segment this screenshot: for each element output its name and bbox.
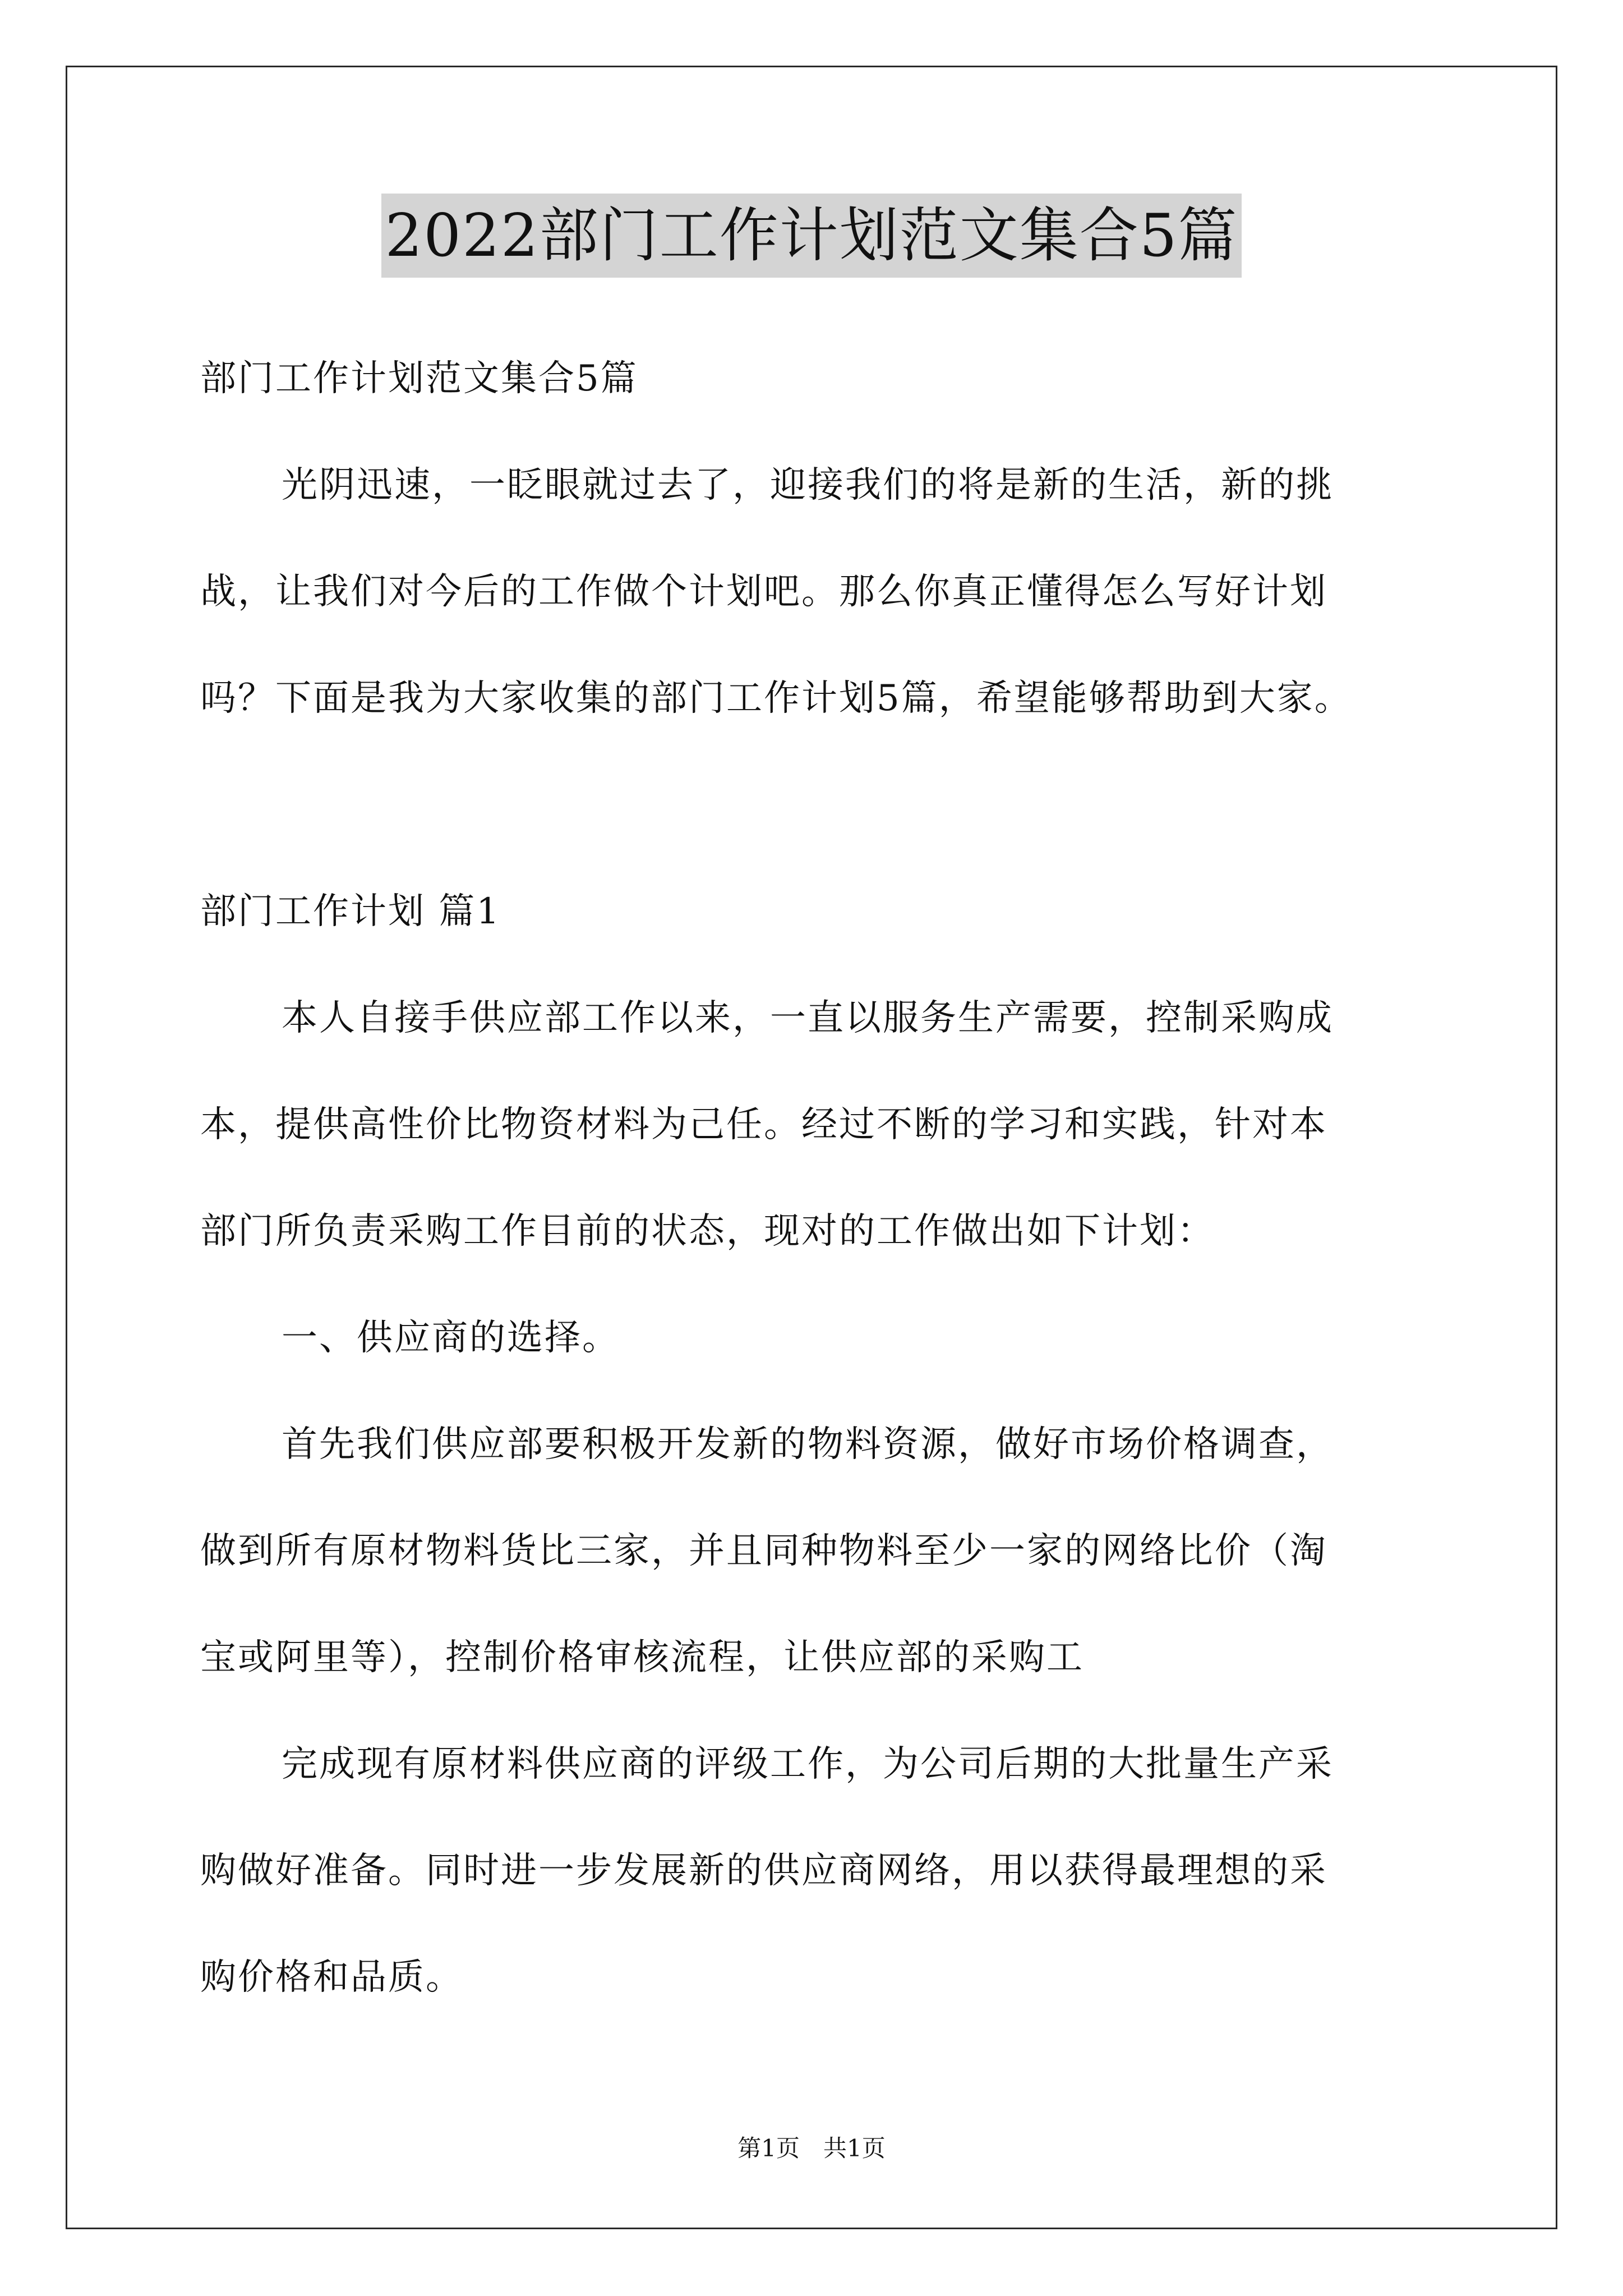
section-paragraph-line: 部门所负责采购工作目前的状态，现对的工作做出如下计划：: [200, 1211, 1215, 1252]
subsection-heading: 一、供应商的选择。: [282, 1317, 620, 1359]
section-paragraph-line: 本，提供高性价比物资材料为己任。经过不断的学习和实践，针对本: [200, 1104, 1327, 1145]
section-paragraph-line: 做到所有原材物料货比三家，并且同种物料至少一家的网络比价（淘: [200, 1530, 1327, 1572]
page-number-footer: 第1页 共1页: [737, 2134, 886, 2162]
section-paragraph-line: 本人自接手供应部工作以来，一直以服务生产需要，控制采购成: [282, 997, 1334, 1039]
intro-paragraph-line: 吗？下面是我为大家收集的部门工作计划5篇，希望能够帮助到大家。: [200, 678, 1352, 719]
intro-paragraph-line: 战，让我们对今后的工作做个计划吧。那么你真正懂得怎么写好计划: [200, 571, 1327, 613]
document-subtitle: 部门工作计划范文集合5篇: [200, 358, 638, 399]
section-paragraph-line: 首先我们供应部要积极开发新的物料资源，做好市场价格调查，: [282, 1424, 1334, 1465]
section-paragraph-line: 购做好准备。同时进一步发展新的供应商网络，用以获得最理想的采: [200, 1850, 1327, 1892]
section-heading: 部门工作计划 篇1: [200, 891, 501, 932]
section-paragraph-line: 完成现有原材料供应商的评级工作，为公司后期的大批量生产采: [282, 1743, 1334, 1785]
document-title: 2022部门工作计划范文集合5篇: [381, 194, 1241, 278]
section-paragraph-line: 购价格和品质。: [200, 1957, 463, 1998]
section-paragraph-line: 宝或阿里等），控制价格审核流程，让供应部的采购工: [200, 1637, 1084, 1678]
intro-paragraph-line: 光阴迅速，一眨眼就过去了，迎接我们的将是新的生活，新的挑: [282, 464, 1334, 506]
title-container: [0, 194, 1623, 278]
